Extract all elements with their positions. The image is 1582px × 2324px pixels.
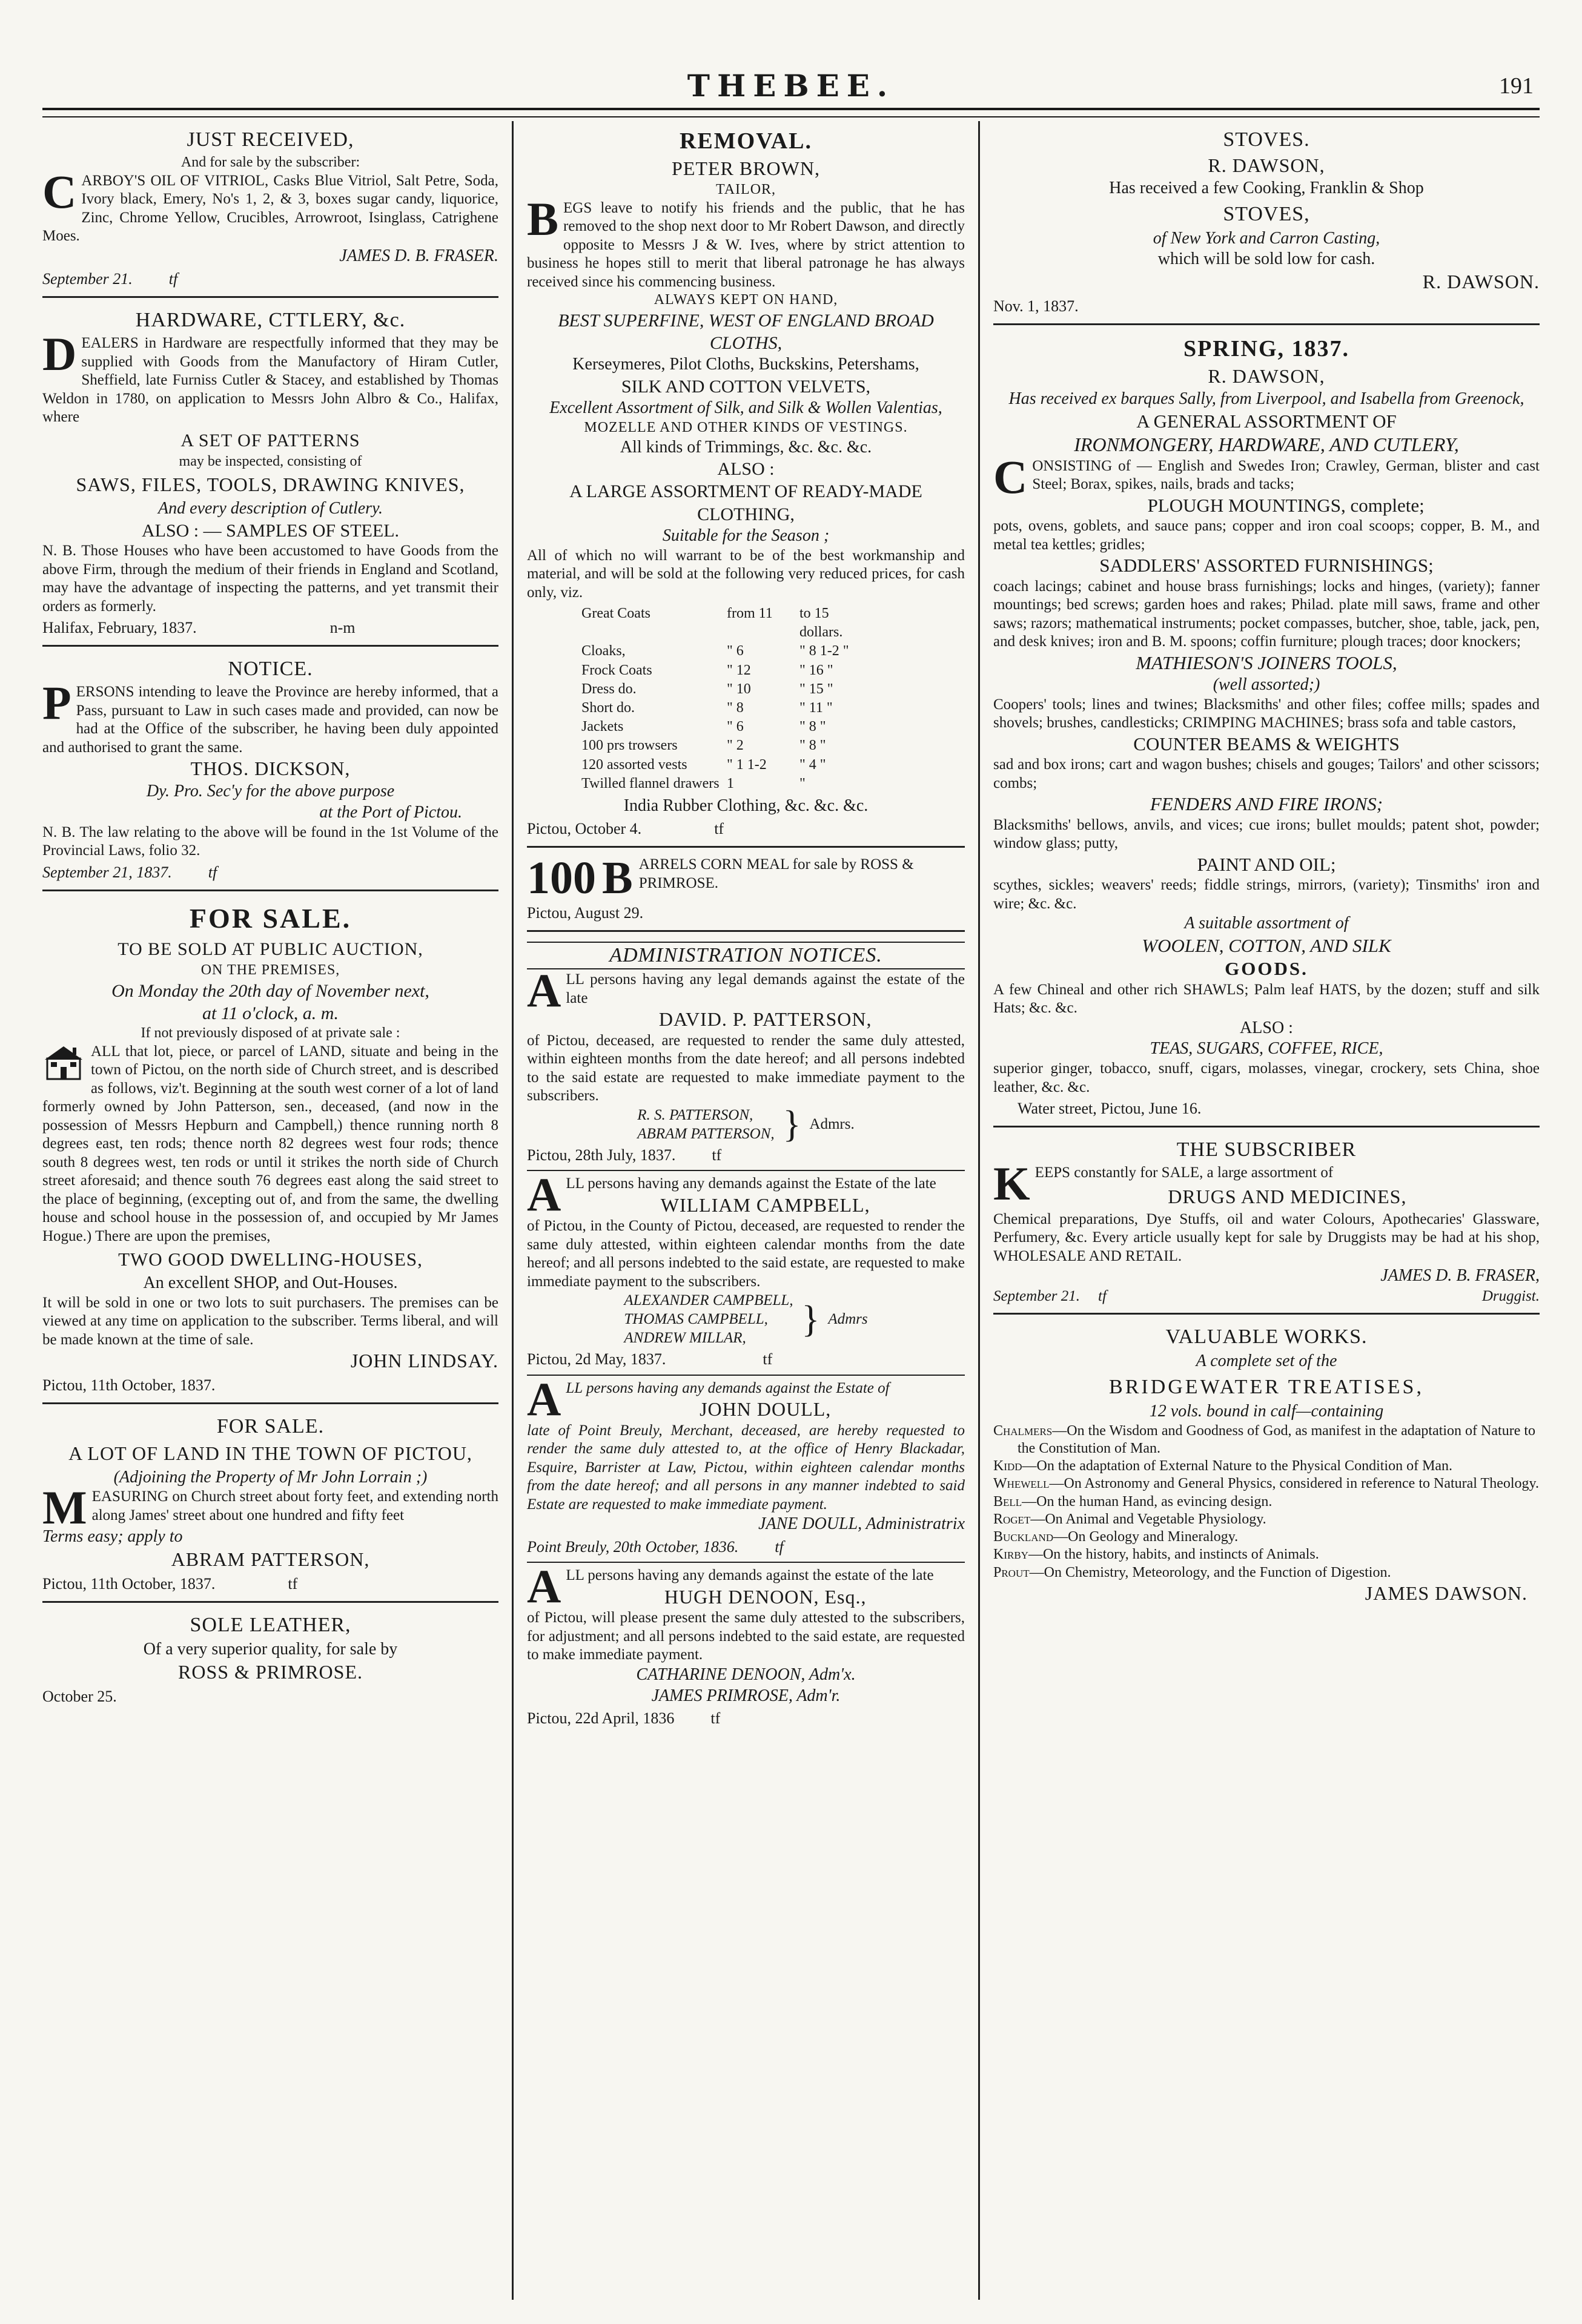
ad-line: A LARGE ASSORTMENT OF READY-MADE CLOTHING, bbox=[569, 481, 922, 524]
price-row: Cloaks, " 6 " 8 1-2 " bbox=[581, 643, 849, 659]
ad-spring-1837 bbox=[993, 329, 1540, 1127]
drop-cap: C bbox=[993, 450, 1028, 503]
ad-line: BEST SUPERFINE, WEST OF ENGLAND BROAD CLOTHS, bbox=[558, 310, 934, 353]
ad-stoves bbox=[993, 121, 1540, 325]
ad-body: superior ginger, tobacco, snuff, cigars, molasses, vinegar, crockery, sets China, shoe leather, &c. &c. bbox=[993, 1060, 1540, 1095]
drop-cap: C bbox=[42, 165, 77, 218]
notice-signatures: R. S. PATTERSON, ABRAM PATTERSON, } Admrs. bbox=[637, 1103, 855, 1145]
ad-subheading: 12 vols. bound in calf—containing bbox=[1149, 1401, 1384, 1421]
ad-line: STOVES, bbox=[1223, 202, 1310, 225]
ad-line: DRUGS AND MEDICINES, bbox=[1168, 1185, 1407, 1207]
ad-line: may be inspected, consisting of bbox=[179, 453, 362, 469]
ad-line: SAWS, FILES, TOOLS, DRAWING KNIVES, bbox=[76, 474, 465, 496]
ad-line: An excellent SHOP, and Out-Houses. bbox=[143, 1273, 398, 1292]
ad-signer: ROSS & PRIMROSE. bbox=[178, 1660, 363, 1683]
ad-line: which will be sold low for cash. bbox=[1157, 249, 1375, 269]
ad-signer: R. DAWSON. bbox=[1422, 271, 1540, 293]
ad-line: PAINT AND OIL; bbox=[1197, 853, 1336, 875]
drop-cap: A bbox=[527, 1168, 561, 1221]
ad-body: coach lacings; cabinet and house brass furnishings; locks and hinges, (variety); fanner mountings; bed screws; garden hoes and rakes; Philad. plate mill saws, frame and other saws; razors; mathematical instruments; pocket compasses, butcher, shoe, table, jack, pen, and desk knives; iron and B. M. spoons; coffin furniture; plough traces; door knockers; bbox=[993, 578, 1540, 650]
masthead-rule bbox=[42, 108, 1540, 117]
ad-subheading: BRIDGEWATER TREATISES, bbox=[1109, 1375, 1424, 1398]
work-item: Chalmers—On the Wisdom and Goodness of God, as manifest in the adaptation of Nature to the Constitution of Man. bbox=[993, 1422, 1536, 1456]
ad-corn-meal bbox=[527, 851, 965, 932]
ad-tf: tf bbox=[714, 819, 724, 837]
ad-line: COUNTER BEAMS & WEIGHTS bbox=[1133, 733, 1400, 754]
ad-date: Pictou, August 29. bbox=[527, 903, 644, 922]
ad-date: October 25. bbox=[42, 1687, 117, 1705]
ad-signer: JAMES D. B. FRASER. bbox=[339, 246, 498, 265]
ad-line: (well assorted;) bbox=[1213, 675, 1320, 694]
ad-line: WOOLEN, COTTON, AND SILK bbox=[1142, 934, 1391, 956]
ad-subheading: If not previously disposed of at private sale : bbox=[141, 1025, 400, 1042]
ad-heading: NOTICE. bbox=[228, 658, 313, 681]
ad-subheading: And for sale by the subscriber: bbox=[180, 154, 360, 171]
ad-role: Druggist. bbox=[1481, 1287, 1540, 1304]
ad-terms: Terms easy; apply to bbox=[42, 1527, 183, 1547]
column-1 bbox=[42, 121, 514, 2300]
ad-line: MATHIESON'S JOINERS TOOLS, bbox=[1136, 652, 1397, 673]
ad-body: ALL that lot, piece, or parcel of LAND, situate and being in the town of Pictou, on the north side of Church street, and is described as follows, viz't. Beginning at the south west corner of a lot of land formerly owned by John Patterson, sen., deceased, (and now in the possession of Messrs Hepburn and Campbell,) thence running north 8 degrees east, ten rods; thence north 82 degrees west four rods; thence south 8 degrees west, ten rods or until it strikes the north side of Church street aforesaid; and thence south 76 degrees east along the said street to the place of beginning, (excepting out of, and from the same, the dwelling house and school house in the possession of, and occupied by Mr James Hogue.) There are upon the premises, bbox=[42, 1043, 498, 1244]
ad-heading: SPRING, 1837. bbox=[1183, 336, 1350, 362]
work-item: Whewell—On Astronomy and General Physics, considered in reference to Natural Theology. bbox=[993, 1476, 1539, 1492]
price-row: Jackets " 6 " 8 " bbox=[581, 719, 826, 735]
ad-line: SADDLERS' ASSORTED FURNISHINGS; bbox=[1099, 555, 1434, 576]
ad-date: Water street, Pictou, June 16. bbox=[1018, 1100, 1202, 1118]
notice-signer: CATHARINE DENOON, Adm'x. bbox=[636, 1665, 856, 1684]
column-2 bbox=[514, 121, 980, 2300]
ad-date: September 21, 1837. bbox=[42, 863, 172, 881]
ad-signer: JAMES DAWSON. bbox=[1365, 1582, 1527, 1604]
ad-signer: ABRAM PATTERSON, bbox=[171, 1548, 370, 1571]
ad-body: pots, ovens, goblets, and sauce pans; copper and iron coal scoops; copper, B. M., and metal tea kettles; gridles; bbox=[993, 518, 1540, 553]
ad-footer bbox=[993, 1287, 1540, 1306]
price-row: Short do. " 8 " 11 " bbox=[581, 699, 833, 716]
ad-line: TEAS, SUGARS, COFFEE, RICE, bbox=[1150, 1039, 1383, 1058]
ad-for-sale-auction bbox=[42, 895, 498, 1404]
ad-line: A SET OF PATTERNS bbox=[180, 430, 360, 451]
ad-subheading: A GENERAL ASSORTMENT OF bbox=[1136, 410, 1397, 432]
ad-line: GOODS. bbox=[1225, 958, 1308, 980]
ad-heading: SOLE LEATHER, bbox=[190, 1614, 351, 1637]
ad-body: It will be sold in one or two lots to suit purchasers. The premises can be viewed at any time on application to the subscriber. Terms liberal, and will be made known at the time of sale. bbox=[42, 1294, 498, 1348]
ad-subheading: ON THE PREMISES, bbox=[200, 962, 340, 978]
ad-body: Has received a few Cooking, Franklin & Shop bbox=[1109, 178, 1424, 197]
notice-name: JOHN DOULL, bbox=[700, 1398, 832, 1421]
work-item: Kidd—On the adaptation of External Nature to the Physical Condition of Man. bbox=[993, 1458, 1453, 1474]
page-number: 191 bbox=[1499, 73, 1534, 99]
notice-body: late of Point Breuly, Merchant, deceased, are hereby requested to render the same duly attested to, at the office of Henry Blackadar, Esquire, Barrister at Law, Pictou, within eighteen calendar months from the date hereof; and all persons in any manner indebted to said Estate are requested to make immediate payment. bbox=[527, 1422, 965, 1513]
ad-body: Blacksmiths' bellows, anvils, and vices; cue irons; bullet moulds; patent shot, powder; window glass; putty, bbox=[993, 816, 1540, 852]
ad-valuable-works bbox=[993, 1318, 1540, 1613]
notice-date: Point Breuly, 20th October, 1836. bbox=[527, 1537, 739, 1556]
notice-name: WILLIAM CAMPBELL, bbox=[660, 1193, 870, 1216]
column-3 bbox=[980, 121, 1540, 2300]
ad-tf: tf bbox=[1098, 1287, 1107, 1304]
work-item: Kirby—On the history, habits, and instincts of Animals. bbox=[993, 1547, 1319, 1563]
notice-body: of Pictou, will please present the same duly attested to the subscribers, for adjustment; and all persons indebted to the said estate, are requested to make immediate payment. bbox=[527, 1609, 965, 1663]
ad-body: Coopers' tools; lines and twines; Blacksmiths' and other files; coffee mills; spades and shovels; brushes, candlesticks; CRIMPING MACHINES; brass sofa and table castors, bbox=[993, 696, 1540, 731]
ad-body: scythes, sickles; weavers' reeds; fiddle strings, mirrors, (variety); Tinsmiths' iron and wire; &c. &c. bbox=[993, 877, 1540, 912]
ad-date: Nov. 1, 1837. bbox=[993, 297, 1079, 315]
ad-body: Chemical preparations, Dye Stuffs, oil and water Colours, Apothecaries' Glassware, Perfumery, &c. Every article usually kept for sale by Druggists may be had at his shop, WHOLESALE AND RETAIL. bbox=[993, 1210, 1540, 1264]
notice-signatures: ALEXANDER CAMPBELL, THOMAS CAMPBELL, ANDREW MILLAR, } Admrs bbox=[624, 1292, 868, 1347]
ad-heading: JUST RECEIVED, bbox=[187, 128, 354, 151]
ad-body: EGS leave to notify his friends and the public, that he has removed to the shop next door to Mr Robert Dawson, and directly opposite to Messrs J & W. Ives, where by strict attention to business he hopes still to merit that liberal patronage he has always received since his commencing business. bbox=[527, 199, 965, 290]
price-list bbox=[527, 604, 965, 793]
drop-cap: P bbox=[42, 676, 71, 730]
ad-line: A suitable assortment of bbox=[1184, 914, 1349, 933]
notice-body: of Pictou, in the County of Pictou, deceased, are requested to render the same duly attested, within eighteen calendar months from the date hereof; and all persons indebted to the said estate, are requested to make immediate payment to the subscribers. bbox=[527, 1218, 965, 1290]
ad-role: Dy. Pro. Sec'y for the above purpose bbox=[146, 782, 395, 801]
ad-body: EEPS constantly for SALE, a large assortment of bbox=[1034, 1164, 1334, 1181]
ad-heading: THE SUBSCRIBER bbox=[1176, 1138, 1357, 1161]
ad-role: at the Port of Pictou. bbox=[319, 802, 462, 822]
ad-line: of New York and Carron Casting, bbox=[1153, 228, 1380, 248]
ad-subheading: A complete set of the bbox=[1196, 1351, 1337, 1370]
ad-line: SILK AND COTTON VELVETS, bbox=[621, 376, 871, 397]
work-item: Roget—On Animal and Vegetable Physiology. bbox=[993, 1511, 1266, 1527]
ad-date: Pictou, 11th October, 1837. bbox=[42, 1376, 216, 1394]
ad-body: A few Chineal and other rich SHAWLS; Palm leaf HATS, by the dozen; stuff and silk Hats; &c. &c. bbox=[993, 981, 1540, 1017]
ad-name: R. DAWSON, bbox=[1208, 154, 1325, 177]
price-row: 100 prs trowsers " 2 " 8 " bbox=[581, 738, 826, 754]
drop-cap: M bbox=[42, 1481, 87, 1534]
notice-body: LL persons having any legal demands against the estate of the late bbox=[566, 971, 965, 1006]
ad-sole-leather bbox=[42, 1606, 498, 1714]
ad-heading: HARDWARE, CTTLERY, &c. bbox=[135, 308, 406, 331]
ad-subheading: On Monday the 20th day of November next, bbox=[111, 980, 429, 1001]
ad-hardware bbox=[42, 302, 498, 647]
ad-date: Halifax, February, 1837. bbox=[42, 619, 197, 637]
ad-subheading: TO BE SOLD AT PUBLIC AUCTION, bbox=[117, 939, 423, 959]
price-row: 120 assorted vests " 1 1-2 " 4 " bbox=[581, 756, 826, 773]
masthead bbox=[42, 68, 1540, 110]
work-item: Buckland—On Geology and Mineralogy. bbox=[993, 1529, 1239, 1545]
ad-role: TAILOR, bbox=[715, 181, 776, 197]
ad-signer: JOHN LINDSAY. bbox=[350, 1350, 498, 1372]
ad-body: ARRELS CORN MEAL for sale by ROSS & PRIMROSE. bbox=[638, 856, 914, 891]
ad-line: PLOUGH MOUNTINGS, complete; bbox=[1147, 494, 1425, 516]
ad-just-received bbox=[42, 121, 498, 298]
ad-removal bbox=[527, 121, 965, 848]
notice-body: LL persons having any demands against the Estate of bbox=[566, 1379, 890, 1396]
ad-heading: ADMINISTRATION NOTICES. bbox=[527, 942, 965, 969]
notice-date: Pictou, 2d May, 1837. bbox=[527, 1350, 666, 1368]
ad-heading: REMOVAL. bbox=[679, 128, 813, 154]
work-item: Prout—On Chemistry, Meteorology, and the Function of Digestion. bbox=[993, 1564, 1391, 1580]
ad-subheading: at 11 o'clock, a. m. bbox=[202, 1003, 339, 1023]
ad-big-number: 100 bbox=[527, 852, 596, 903]
notice-name: HUGH DENOON, Esq., bbox=[664, 1585, 867, 1608]
ad-heading: STOVES. bbox=[1223, 128, 1310, 151]
price-row: Frock Coats " 12 " 16 " bbox=[581, 662, 833, 678]
ad-line: All kinds of Trimmings, &c. &c. &c. bbox=[620, 437, 872, 457]
columns bbox=[42, 121, 1540, 2300]
ad-body: ARBOY'S OIL OF VITRIOL, Casks Blue Vitriol, Salt Petre, Soda, Ivory black, Emery, No's 1, 2, & 3, boxes sugar candy, liquorice, Zinc, Chrome Yellow, Crucibles, Arrowroot, Isinglass, Catrighene Moes. bbox=[42, 172, 498, 245]
ad-tf: n-m bbox=[329, 619, 356, 637]
notice-body: of Pictou, deceased, are requested to render the same duly attested, within eighteen months from the date hereof; and all persons indebted to the said estate are requested to make immediate payment to the subscribers. bbox=[527, 1032, 965, 1104]
ad-subheading: (Adjoining the Property of Mr John Lorrain ;) bbox=[113, 1467, 428, 1487]
ad-body: EASURING on Church street about forty feet, and extending north along James' street about one hundred and fifty feet bbox=[91, 1488, 498, 1523]
ad-subheading: Of a very superior quality, for sale by bbox=[143, 1640, 398, 1659]
price-row: Dress do. " 10 " 15 " bbox=[581, 681, 833, 697]
ad-name: PETER BROWN, bbox=[672, 157, 820, 180]
ad-signer: THOS. DICKSON, bbox=[190, 758, 351, 780]
ad-line: TWO GOOD DWELLING-HOUSES, bbox=[118, 1249, 423, 1270]
ad-heading: VALUABLE WORKS. bbox=[1165, 1325, 1368, 1348]
ad-line: Kerseymeres, Pilot Cloths, Buckskins, Petershams, bbox=[572, 355, 919, 374]
house-icon bbox=[42, 1044, 85, 1080]
notice-date: Pictou, 22d April, 1836 bbox=[527, 1709, 675, 1728]
ad-signer: JAMES D. B. FRASER, bbox=[1380, 1266, 1540, 1286]
ad-for-sale-lot bbox=[42, 1408, 498, 1603]
work-item: Bell—On the human Hand, as evincing design. bbox=[993, 1493, 1273, 1510]
ad-nb: N. B. The law relating to the above will be found in the 1st Volume of the Provincial Laws, folio 32. bbox=[42, 824, 498, 859]
ad-body: sad and box irons; cart and wagon bushes; chisels and gouges; Tailors' and other scissors; combs; bbox=[993, 756, 1540, 791]
ad-line: MOZELLE AND OTHER KINDS OF VESTINGS. bbox=[584, 419, 908, 435]
ad-body: N. B. Those Houses who have been accustomed to have Goods from the above Firm, through the medium of their friends in England and Scotland, may have the advantage of inspecting the patterns, and yet transmit their orders as formerly. bbox=[42, 543, 498, 615]
ad-line: ALSO : — SAMPLES OF STEEL. bbox=[141, 520, 400, 541]
ad-tf: tf bbox=[208, 863, 217, 881]
ad-body: ERSONS intending to leave the Province are hereby informed, that a Pass, pursuant to Law in such cases made and provided, can now be had at the Office of the subscriber, he having been duly appointed and authorised to grant the same. bbox=[42, 684, 498, 756]
ad-line: ALSO : bbox=[1240, 1018, 1293, 1037]
ad-date: Pictou, October 4. bbox=[527, 819, 642, 837]
ad-body: All of which no will warrant to be of the best workmanship and material, and will be sold at the following very reduced prices, for cash only, viz. bbox=[527, 547, 965, 601]
notice-signer: JANE DOULL, Administratrix bbox=[758, 1514, 965, 1534]
drop-cap: A bbox=[527, 964, 561, 1017]
ad-line: India Rubber Clothing, &c. &c. &c. bbox=[623, 796, 869, 815]
ad-heading: FOR SALE. bbox=[189, 902, 352, 934]
ad-name: R. DAWSON, bbox=[1208, 365, 1325, 388]
ad-line: And every description of Cutlery. bbox=[158, 499, 383, 518]
drop-cap: B bbox=[527, 192, 559, 245]
ad-body: ONSISTING of — English and Swedes Iron; Crawley, German, blister and cast Steel; Borax, spikes, nails, brads and tacks; bbox=[1032, 457, 1540, 493]
drop-cap: K bbox=[993, 1157, 1030, 1210]
ad-subheading: IRONMONGERY, HARDWARE, AND CUTLERY, bbox=[1074, 433, 1459, 455]
drop-cap: D bbox=[42, 328, 77, 381]
price-row: Twilled flannel drawers 1 " bbox=[581, 775, 806, 791]
ad-body: EALERS in Hardware are respectfully informed that they may be supplied with Goods from the Manufactory of Hiram Cutler, Sheffield, late Furniss Cutler & Stacey, and established by Thomas Weldon in 1780, on application to Messrs John Albro & Co., Halifax, where bbox=[42, 335, 498, 426]
price-row: Great Coats from 11 to 15 dollars. bbox=[581, 606, 843, 641]
ad-tf: tf bbox=[168, 269, 178, 288]
notice-signer: JAMES PRIMROSE, Adm'r. bbox=[651, 1686, 841, 1705]
ad-subheading: Has received ex barques Sally, from Liverpool, and Isabella from Greenock, bbox=[1008, 389, 1524, 408]
drop-cap: A bbox=[527, 1372, 561, 1425]
ad-date: September 21. bbox=[42, 269, 133, 288]
notice-body: LL persons having any demands against the Estate of the late bbox=[566, 1175, 936, 1192]
ad-line: FENDERS AND FIRE IRONS; bbox=[1150, 793, 1383, 815]
ad-date: September 21. bbox=[993, 1287, 1081, 1304]
ad-line: Suitable for the Season ; bbox=[662, 526, 830, 545]
notice-body: LL persons having any demands against the estate of the late bbox=[566, 1567, 934, 1584]
ad-subheading: A LOT OF LAND IN THE TOWN OF PICTOU, bbox=[68, 1442, 472, 1465]
notice-name: DAVID. P. PATTERSON, bbox=[658, 1008, 872, 1031]
ad-line: ALWAYS KEPT ON HAND, bbox=[654, 292, 838, 308]
ad-date: Pictou, 11th October, 1837. bbox=[42, 1574, 216, 1593]
ad-line: ALSO : bbox=[717, 459, 775, 480]
notice-date: Pictou, 28th July, 1837. bbox=[527, 1146, 676, 1164]
ad-heading: FOR SALE. bbox=[216, 1415, 325, 1438]
ad-administration-notices: ADMINISTRATION NOTICES. ALL persons having any legal demands against the estate of the late DAVID. P. PATTERSON, of Pictou, deceased, are requested to render the same duly attested, within eighteen months from the date hereof; and all persons indebted to the said estate are requested to make immediate payment to the subscribers. R. S. PATTERSON, ABRAM PATTERSON, } Admrs. Pictou, 28th July, 1837. tf ALL persons having any demands against the Estate of the late WILLIAM CAMPBELL, of Pictou, in the County of Pictou, deceased, are requested to render the same duly attested, within eighteen calendar months from the date hereof; and all persons indebted to the said estate, are requested to make immediate payment to the subscribers. ALEXANDER CAMPBELL, THOMAS CAMPBELL, ANDREW MILLAR, } Admrs Pictou, 2d May, 1837. tf ALL persons having any demands against the Estate of JOHN DOULL, late of Point Breuly, Merchant, deceased, are hereby requested to render the same duly attested to, at the office of Henry Blackadar, Esquire, Barrister at Law, Pictou, within eighteen calendar months from the date hereof; and all persons in any manner indebted to said Estate are requested to make immediate payment. JANE DOULL, Administratrix Point Breuly, 20th October, 1836. tf ALL persons having any demands against the estate of the late HUGH DENOON, Esq., of Pictou, will please present the same duly attested to the subscribers, for adjustment; and all persons indebted to the said estate, are requested to make immediate payment. CATHARINE DENOON, Adm'x. JAMES PRIMROSE, Adm'r. Pictou, 22d April, 1836 tf bbox=[527, 936, 965, 1735]
ad-the-subscriber bbox=[993, 1131, 1540, 1315]
ad-notice bbox=[42, 650, 498, 891]
ad-tf: tf bbox=[288, 1574, 298, 1593]
newspaper-title: THEBEE. bbox=[687, 68, 895, 104]
ad-line: Excellent Assortment of Silk, and Silk & Wollen Valentias, bbox=[549, 398, 942, 418]
drop-cap: B bbox=[602, 852, 633, 903]
drop-cap: A bbox=[527, 1560, 561, 1613]
